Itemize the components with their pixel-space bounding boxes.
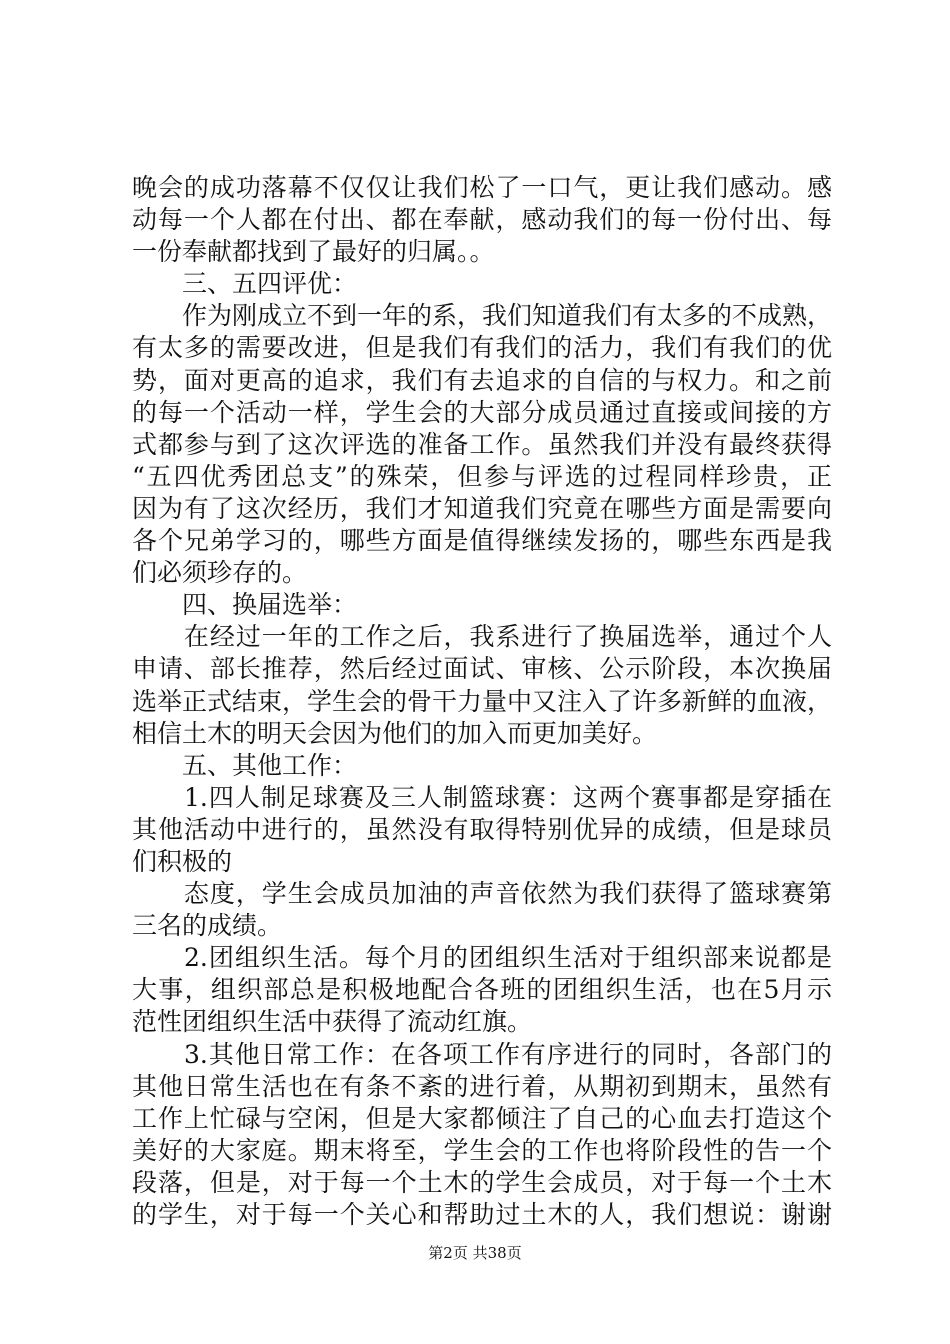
text-line: 因为有了这次经历，我们才知道我们究竟在哪些方面是需要向	[132, 493, 832, 523]
text-line: 相信土木的明天会因为他们的加入而更加美好。	[132, 718, 658, 748]
section-heading: 四、换届选举：	[132, 590, 358, 620]
text-line: 工作上忙碌与空闲，但是大家都倾注了自己的心血去打造这个	[132, 1103, 832, 1133]
text-line: 在经过一年的工作之后，我系进行了换届选举，通过个人	[132, 622, 832, 652]
section-heading: 五、其他工作：	[132, 750, 358, 780]
text-line: 大事，组织部总是积极地配合各班的团组织生活，也在5月示	[132, 975, 832, 1005]
text-line: 段落，但是，对于每一个土木的学生会成员，对于每一个土木	[132, 1167, 832, 1197]
text-line: “五四优秀团总支”的殊荣，但参与评选的过程同样珍贵，正	[132, 461, 832, 491]
text-line: 其他日常生活也在有条不紊的进行着，从期初到期末，虽然有	[132, 1071, 832, 1101]
text-line: 式都参与到了这次评选的准备工作。虽然我们并没有最终获得	[132, 429, 832, 459]
text-line: 作为刚成立不到一年的系，我们知道我们有太多的不成熟，	[132, 301, 832, 331]
text-line: 美好的大家庭。期末将至，学生会的工作也将阶段性的告一个	[132, 1135, 832, 1165]
text-line: 的每一个活动一样，学生会的大部分成员通过直接或间接的方	[132, 397, 832, 427]
text-line: 选举正式结束，学生会的骨干力量中又注入了许多新鲜的血液，	[132, 686, 832, 716]
text-line: 3.其他日常工作：在各项工作有序进行的同时，各部门的	[132, 1039, 832, 1069]
text-line: 申请、部长推荐，然后经过面试、审核、公示阶段，本次换届	[132, 654, 832, 684]
text-line: 其他活动中进行的，虽然没有取得特别优异的成绩，但是球员	[132, 814, 832, 844]
text-line: 们必须珍存的。	[132, 558, 308, 588]
text-line: 三名的成绩。	[132, 911, 283, 941]
text-line: 1.四人制足球赛及三人制篮球赛：这两个赛事都是穿插在	[132, 782, 832, 812]
text-line: 各个兄弟学习的，哪些方面是值得继续发扬的，哪些东西是我	[132, 526, 832, 556]
document-body	[132, 172, 832, 1231]
text-line: 有太多的需要改进，但是我们有我们的活力，我们有我们的优	[132, 333, 832, 363]
section-heading: 三、五四评优：	[132, 269, 358, 299]
text-line: 动每一个人都在付出、都在奉献，感动我们的每一份付出、每	[132, 205, 832, 235]
page-number-footer: 第2页 共38页	[428, 1244, 522, 1262]
text-line: 2.团组织生活。每个月的团组织生活对于组织部来说都是	[132, 943, 832, 973]
text-line: 的学生，对于每一个关心和帮助过土木的人，我们想说：谢谢	[132, 1200, 832, 1229]
text-line: 晚会的成功落幕不仅仅让我们松了一口气，更让我们感动。感	[132, 173, 832, 202]
text-line: 范性团组织生活中获得了流动红旗。	[132, 1007, 533, 1037]
text-line: 们积极的	[132, 846, 233, 876]
text-line: 一份奉献都找到了最好的归属。。	[132, 237, 495, 267]
text-line: 势，面对更高的追求，我们有去追求的自信的与权力。和之前	[132, 365, 832, 395]
text-line: 态度，学生会成员加油的声音依然为我们获得了篮球赛第	[132, 879, 832, 909]
